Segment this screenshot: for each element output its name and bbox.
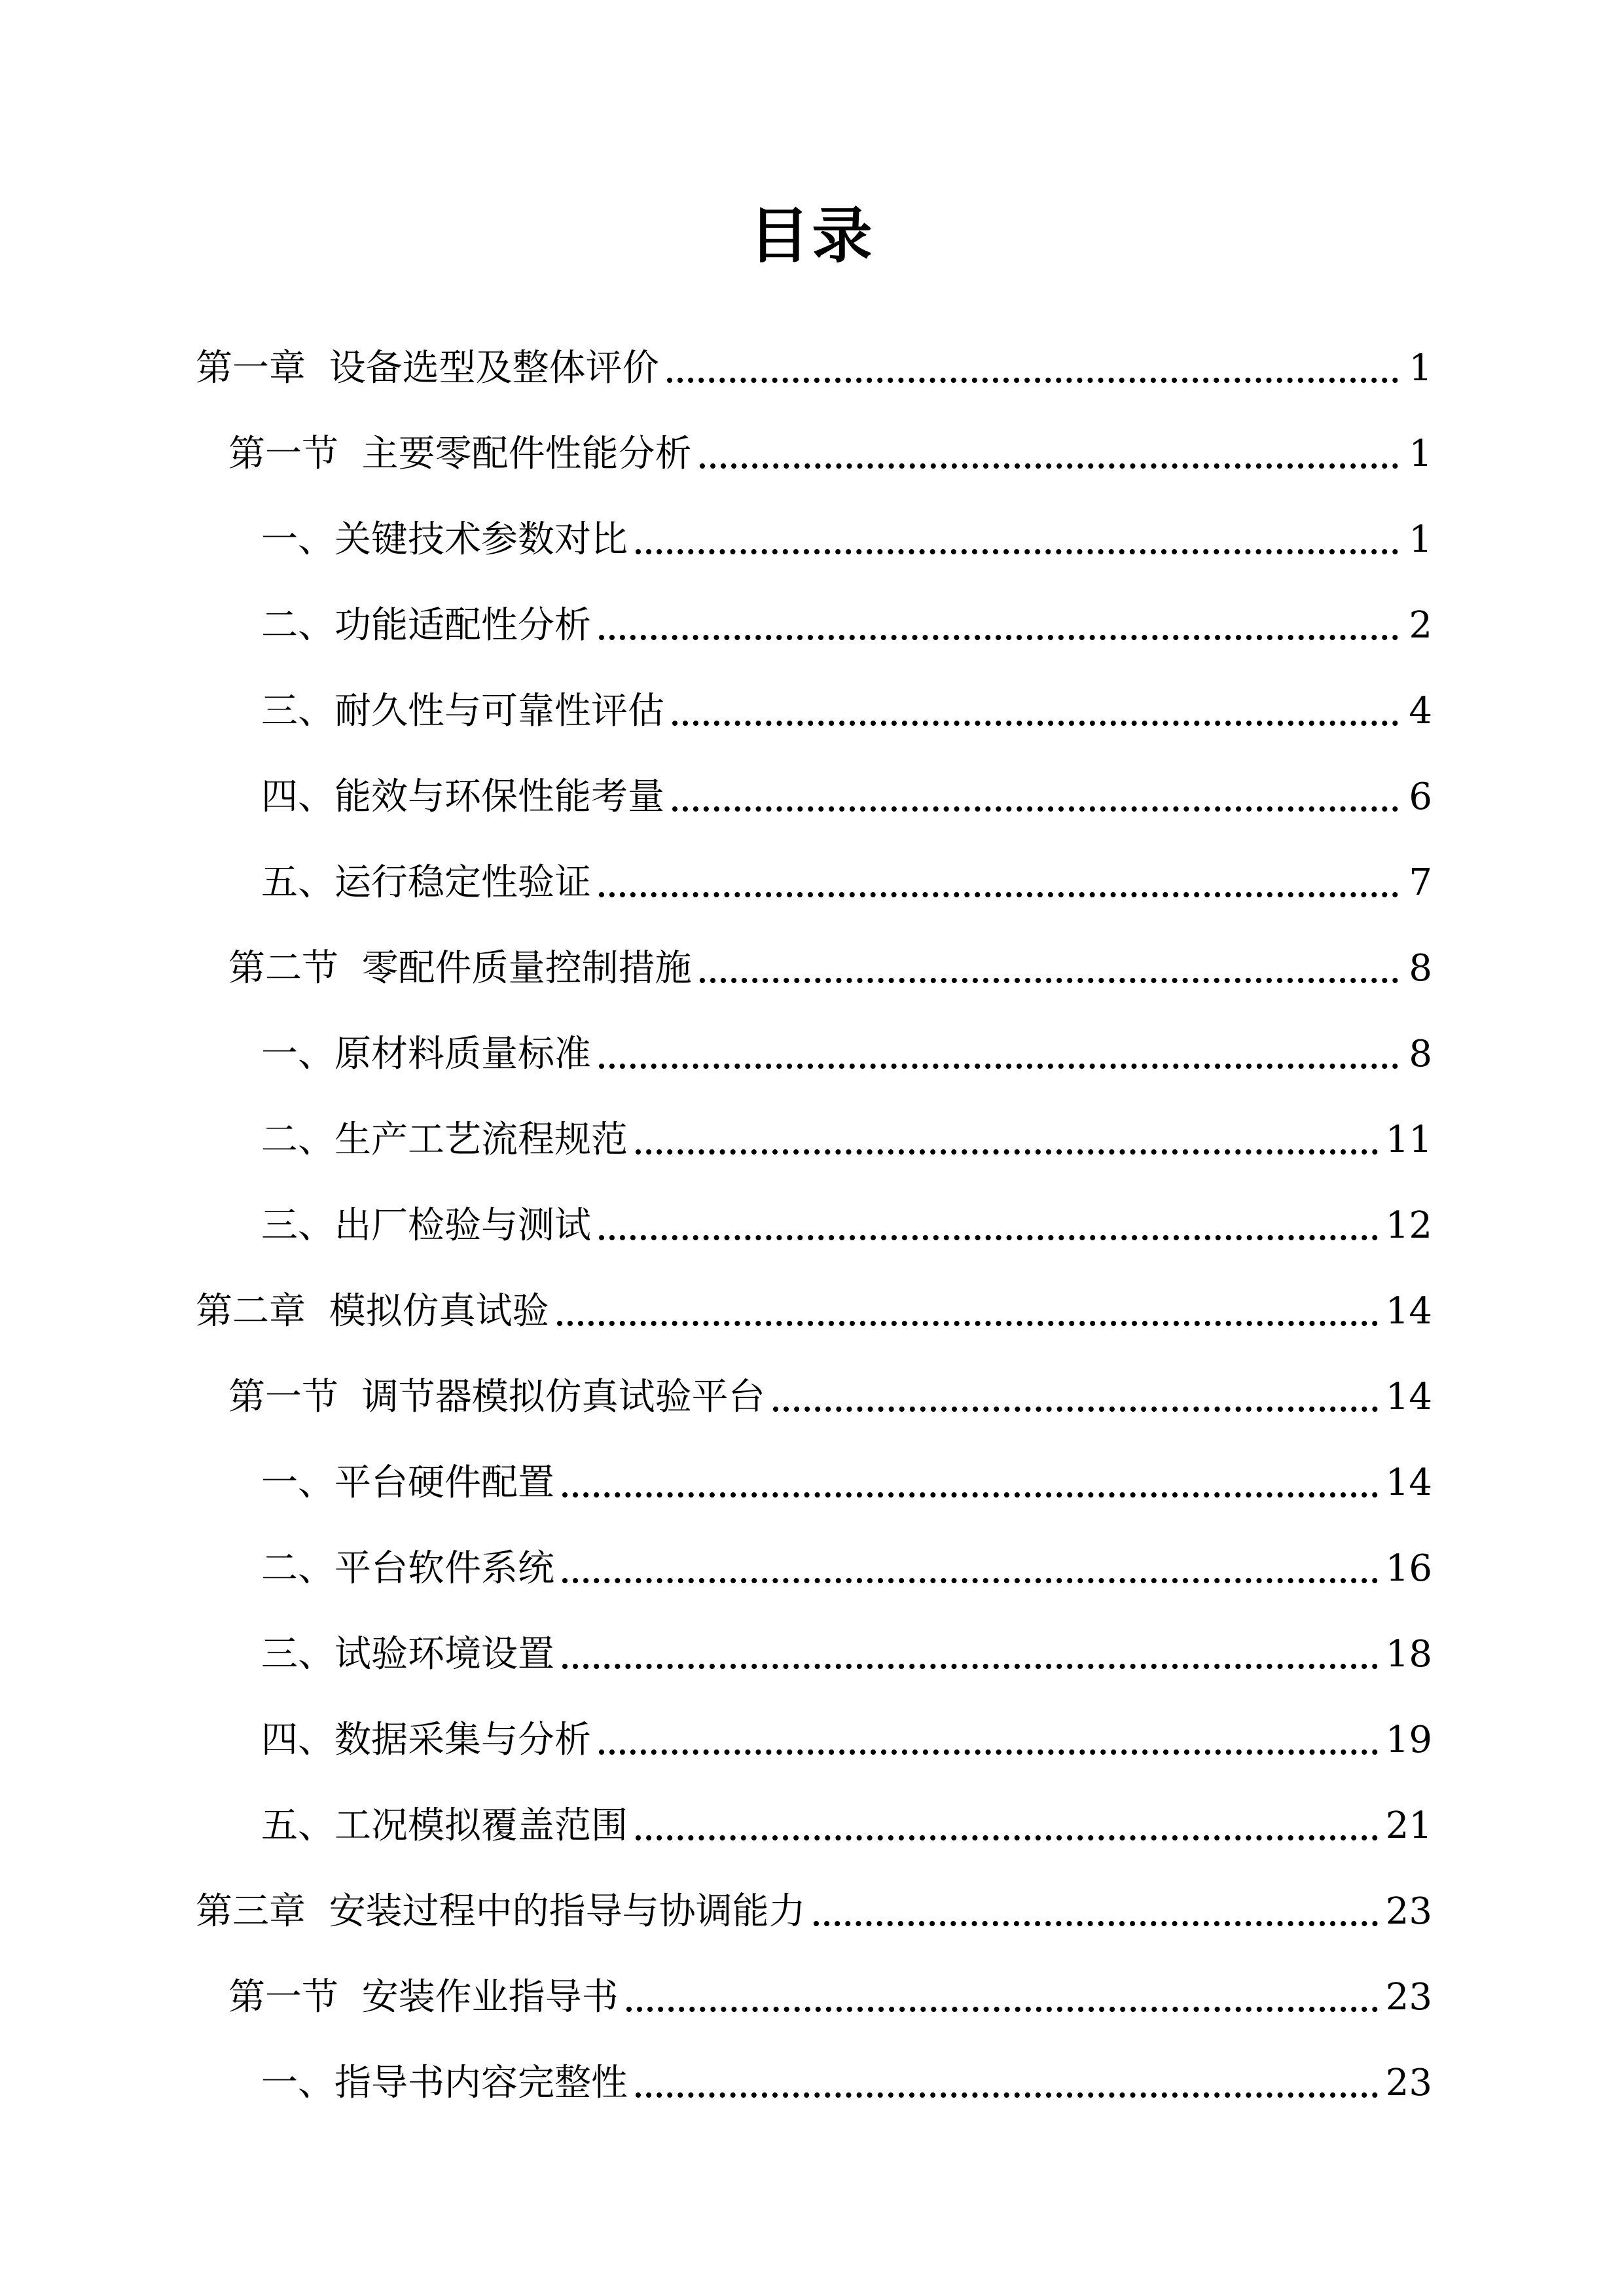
toc-entry-page: 14 bbox=[1385, 1290, 1432, 1333]
toc-entry-page: 1 bbox=[1409, 433, 1432, 475]
toc-entry-subsection[interactable] bbox=[0, 836, 1624, 922]
toc-entry-label: 五、运行稳定性验证 bbox=[261, 861, 591, 904]
toc-entry-page: 16 bbox=[1385, 1547, 1432, 1590]
toc-dot-leader bbox=[562, 1492, 1378, 1498]
toc-entry-label: 四、数据采集与分析 bbox=[261, 1719, 591, 1761]
toc-entry-label: 一、原材料质量标准 bbox=[261, 1033, 591, 1075]
toc-entry-page: 23 bbox=[1385, 1890, 1432, 1933]
toc-dot-leader bbox=[557, 1321, 1378, 1326]
toc-dot-leader bbox=[700, 463, 1398, 469]
toc-entry-label: 五、工况模拟覆盖范围 bbox=[261, 1804, 628, 1847]
toc-entry-label: 第一节 调节器模拟仿真试验平台 bbox=[228, 1376, 765, 1418]
toc-entry-section[interactable] bbox=[0, 922, 1624, 1008]
toc-dot-leader bbox=[599, 1235, 1378, 1240]
toc-title: 目录 bbox=[749, 200, 875, 271]
toc-entry-chapter[interactable] bbox=[0, 322, 1624, 408]
toc-entry-label: 四、能效与环保性能考量 bbox=[261, 776, 664, 818]
toc-dot-leader bbox=[672, 721, 1398, 726]
toc-entry-chapter[interactable] bbox=[0, 1265, 1624, 1351]
toc-entry-section[interactable] bbox=[0, 1351, 1624, 1437]
toc-entry-page: 7 bbox=[1409, 861, 1432, 904]
toc-entry-label: 二、平台软件系统 bbox=[261, 1547, 554, 1590]
toc-dot-leader bbox=[672, 806, 1398, 812]
toc-entry-label: 第三章 安装过程中的指导与协调能力 bbox=[196, 1890, 806, 1933]
toc-entry-section[interactable] bbox=[0, 1951, 1624, 2037]
toc-entry-subsection[interactable] bbox=[0, 1179, 1624, 1265]
toc-entry-label: 第一节 安装作业指导书 bbox=[228, 1976, 619, 2018]
toc-dot-leader bbox=[599, 1749, 1378, 1755]
toc-entry-label: 三、试验环境设置 bbox=[261, 1633, 554, 1676]
toc-entry-page: 1 bbox=[1409, 347, 1432, 389]
toc-dot-leader bbox=[667, 378, 1398, 383]
toc-entry-subsection[interactable] bbox=[0, 493, 1624, 579]
toc-entry-page: 23 bbox=[1385, 2062, 1432, 2104]
toc-entry-page: 21 bbox=[1385, 1804, 1432, 1847]
toc-dot-leader bbox=[599, 892, 1398, 897]
toc-entry-subsection[interactable] bbox=[0, 1608, 1624, 1694]
toc-entry-subsection[interactable] bbox=[0, 1780, 1624, 1865]
toc-entry-subsection[interactable] bbox=[0, 1008, 1624, 1094]
toc-entry-label: 一、指导书内容完整性 bbox=[261, 2062, 628, 2104]
toc-entry-section[interactable] bbox=[0, 408, 1624, 493]
toc-entry-page: 11 bbox=[1385, 1119, 1432, 1161]
toc-entry-page: 12 bbox=[1385, 1204, 1432, 1247]
toc-dot-leader bbox=[626, 2007, 1378, 2012]
toc-entry-label: 一、关键技术参数对比 bbox=[261, 518, 628, 561]
toc-entry-page: 1 bbox=[1409, 518, 1432, 561]
toc-entry-page: 4 bbox=[1409, 690, 1432, 732]
toc-dot-leader bbox=[700, 978, 1398, 983]
toc-entry-subsection[interactable] bbox=[0, 1437, 1624, 1522]
toc-entry-label: 三、出厂检验与测试 bbox=[261, 1204, 591, 1247]
toc-dot-leader bbox=[562, 1578, 1378, 1583]
toc-dot-leader bbox=[773, 1407, 1378, 1412]
toc-entry-subsection[interactable] bbox=[0, 665, 1624, 751]
toc-entry-subsection[interactable] bbox=[0, 1694, 1624, 1780]
toc-entry-page: 19 bbox=[1385, 1719, 1432, 1761]
toc-entry-label: 二、功能适配性分析 bbox=[261, 604, 591, 647]
toc-entry-page: 2 bbox=[1409, 604, 1432, 647]
toc-dot-leader bbox=[599, 635, 1398, 640]
table-of-contents bbox=[0, 322, 1624, 2123]
toc-dot-leader bbox=[814, 1921, 1378, 1926]
toc-dot-leader bbox=[636, 549, 1398, 554]
toc-entry-label: 一、平台硬件配置 bbox=[261, 1462, 554, 1504]
toc-entry-page: 8 bbox=[1409, 1033, 1432, 1075]
toc-entry-subsection[interactable] bbox=[0, 1522, 1624, 1608]
toc-entry-page: 8 bbox=[1409, 947, 1432, 990]
toc-dot-leader bbox=[599, 1064, 1398, 1069]
toc-entry-chapter[interactable] bbox=[0, 1865, 1624, 1951]
toc-entry-subsection[interactable] bbox=[0, 2037, 1624, 2123]
toc-entry-page: 23 bbox=[1385, 1976, 1432, 2018]
toc-dot-leader bbox=[562, 1664, 1378, 1669]
toc-entry-label: 二、生产工艺流程规范 bbox=[261, 1119, 628, 1161]
toc-entry-page: 18 bbox=[1385, 1633, 1432, 1676]
toc-entry-label: 第一章 设备选型及整体评价 bbox=[196, 347, 659, 389]
toc-entry-page: 6 bbox=[1409, 776, 1432, 818]
toc-dot-leader bbox=[636, 2092, 1378, 2098]
toc-entry-subsection[interactable] bbox=[0, 751, 1624, 836]
toc-entry-label: 第一节 主要零配件性能分析 bbox=[228, 433, 692, 475]
toc-entry-page: 14 bbox=[1385, 1376, 1432, 1418]
toc-dot-leader bbox=[636, 1835, 1378, 1840]
toc-entry-subsection[interactable] bbox=[0, 1094, 1624, 1179]
toc-entry-page: 14 bbox=[1385, 1462, 1432, 1504]
toc-entry-label: 第二章 模拟仿真试验 bbox=[196, 1290, 549, 1333]
toc-entry-label: 第二节 零配件质量控制措施 bbox=[228, 947, 692, 990]
toc-entry-subsection[interactable] bbox=[0, 579, 1624, 665]
toc-dot-leader bbox=[636, 1149, 1378, 1155]
toc-entry-label: 三、耐久性与可靠性评估 bbox=[261, 690, 664, 732]
